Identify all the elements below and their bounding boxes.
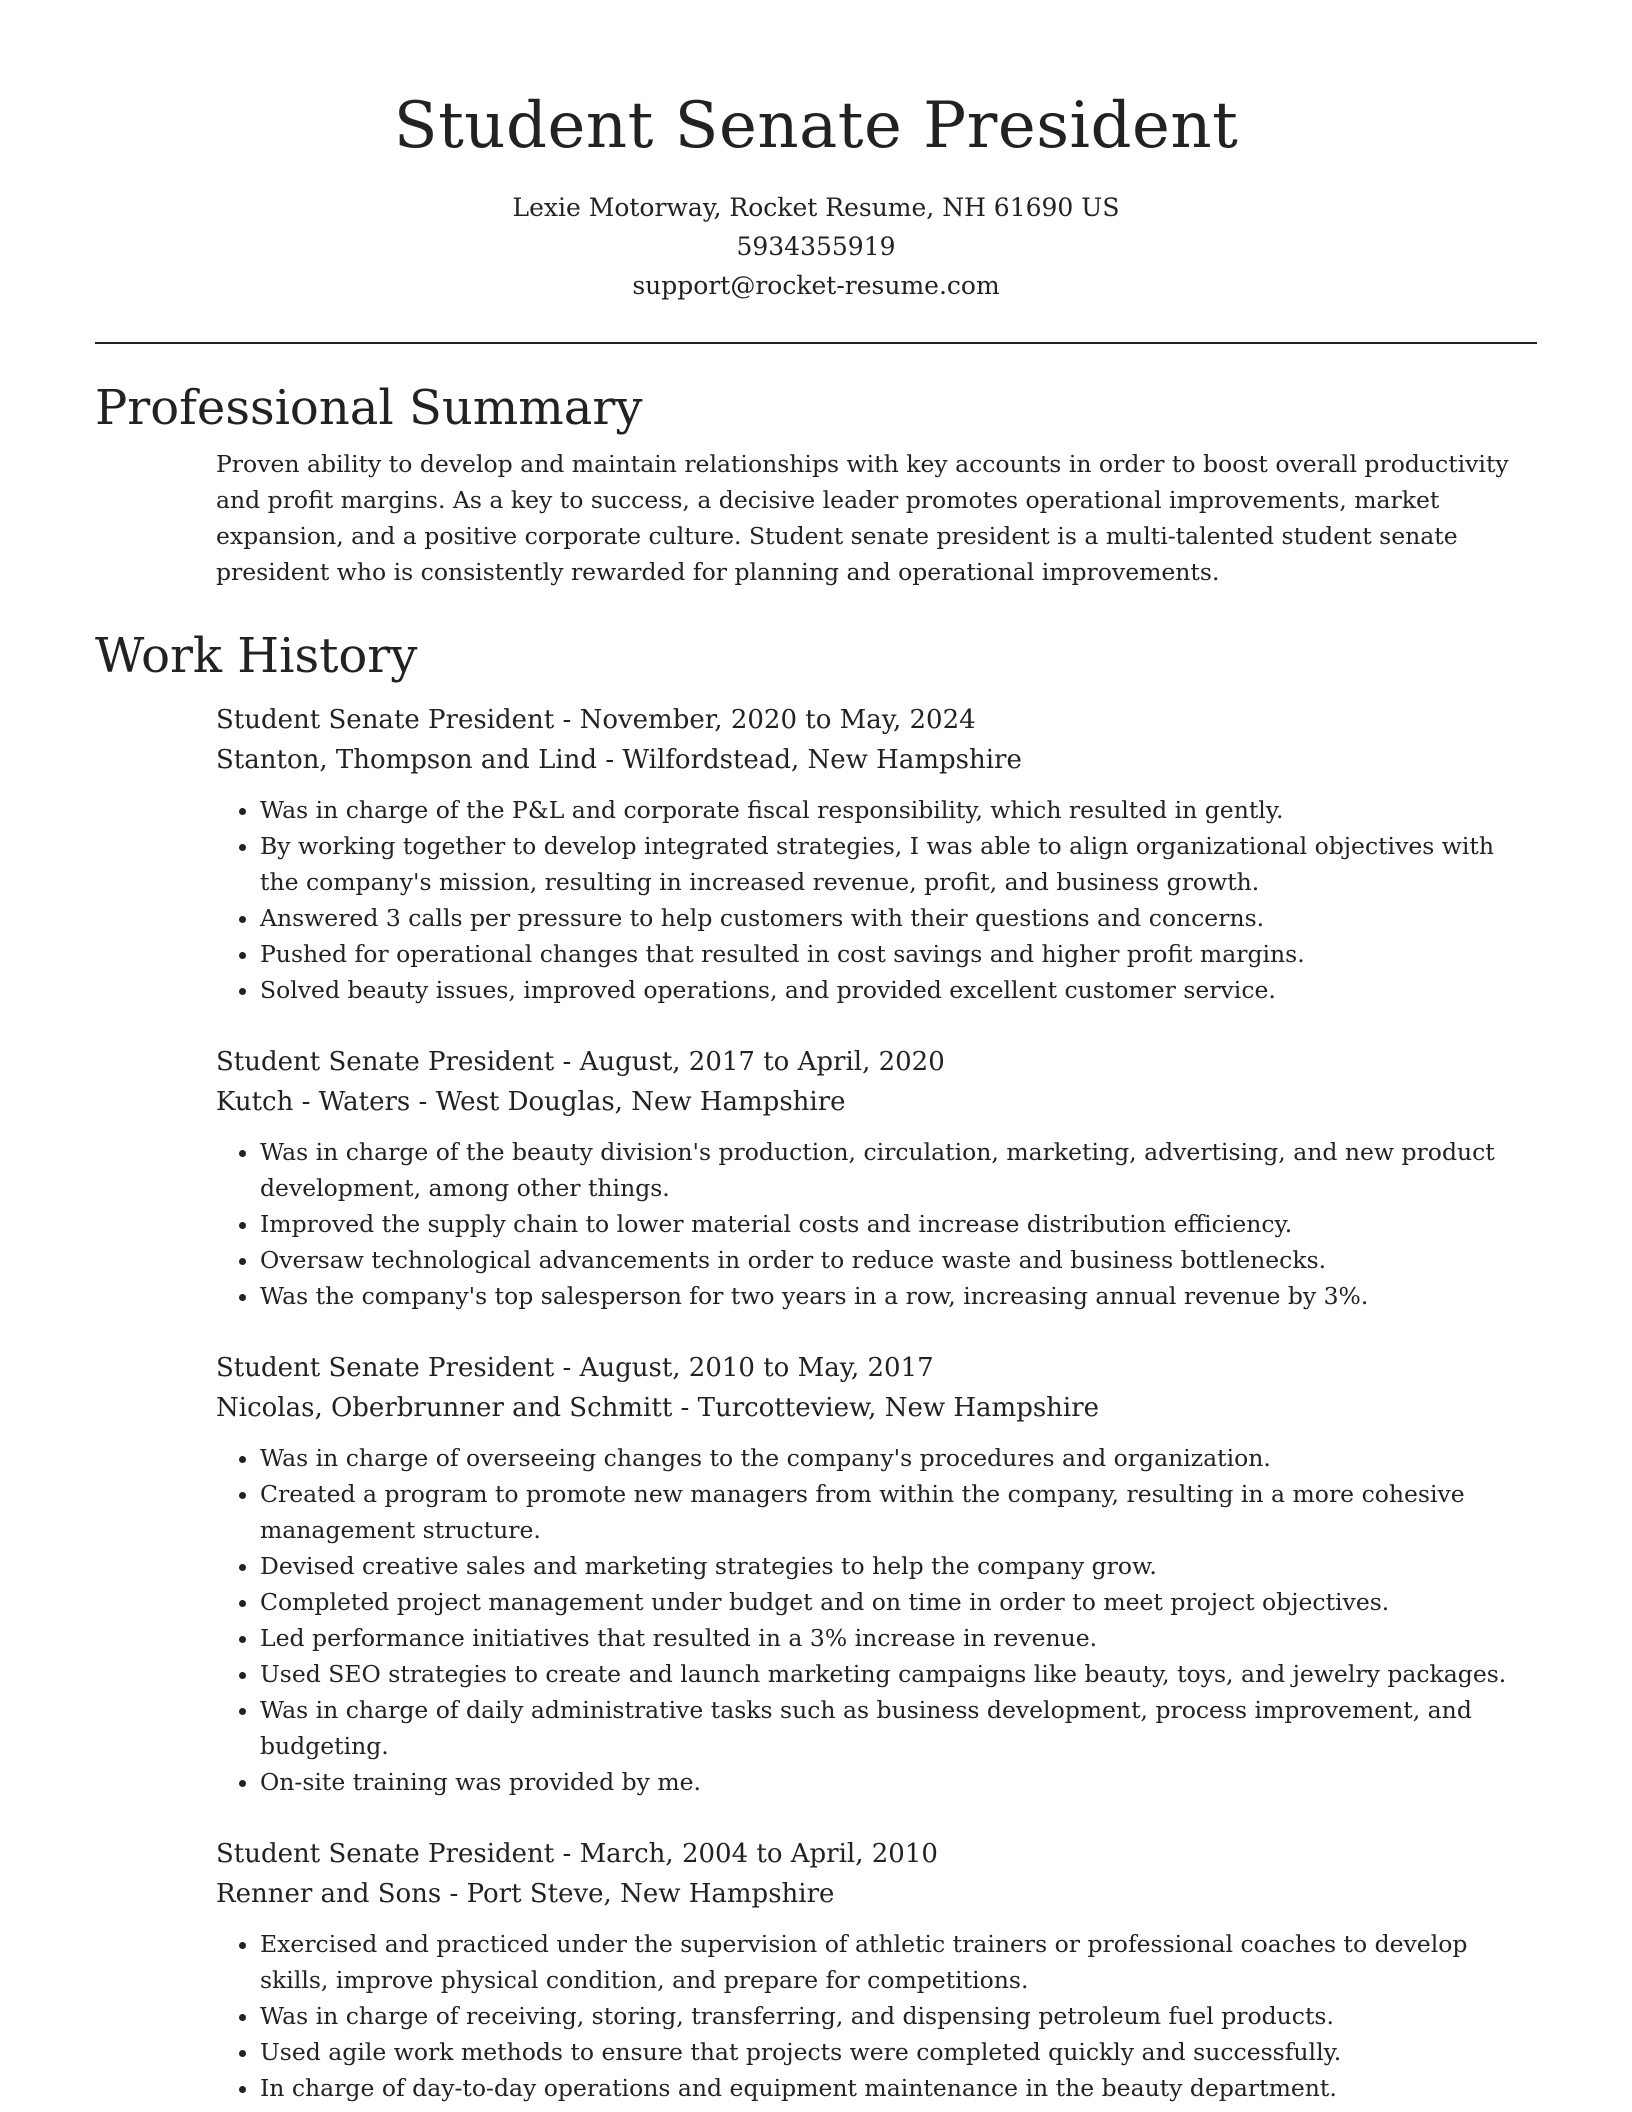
work-history-heading: Work History: [95, 628, 418, 684]
summary-heading: Professional Summary: [95, 380, 643, 436]
job-dates: August, 2010 to May, 2017: [579, 1353, 934, 1383]
resume-name: Student Senate President: [393, 89, 1239, 163]
job-location: Turcotteview, New Hampshire: [697, 1393, 1100, 1423]
summary-section: [95, 378, 1537, 590]
separator: -: [554, 705, 580, 735]
job-bullet: • Solved beauty issues, improved operations, and provided excellent customer service.: [260, 972, 1537, 1008]
job-location: Wilfordstead, New Hampshire: [622, 745, 1022, 775]
job-title: Student Senate President: [216, 1353, 555, 1383]
job-title: Student Senate President: [216, 705, 555, 735]
job-bullet: • Was the company's top salesperson for two years in a row, increasing annual revenue by 3%.: [260, 1278, 1537, 1314]
job-bullet: • Created a program to promote new managers from within the company, resulting in a more cohesive management structure.: [260, 1476, 1537, 1548]
separator: -: [672, 1393, 698, 1423]
job-company: Renner and Sons: [216, 1879, 442, 1909]
job-company: Stanton, Thompson and Lind: [216, 745, 598, 775]
job-bullet: • Pushed for operational changes that resulted in cost savings and higher profit margins.: [260, 936, 1537, 972]
job-title-line: [216, 1348, 1537, 1388]
job-bullet: • Was in charge of overseeing changes to the company's procedures and organization.: [260, 1440, 1537, 1476]
job-company: Nicolas, Oberbrunner and Schmitt: [216, 1393, 673, 1423]
job-bullet: • By working together to develop integrated strategies, I was able to align organizational objectives with the company's mission, resulting in increased revenue, profit, and business growth.: [260, 828, 1537, 900]
job-bullet: • Was in charge of the P&L and corporate fiscal responsibility, which resulted in gently.: [260, 792, 1537, 828]
job-bullet: • In charge of day-to-day operations and equipment maintenance in the beauty department.: [260, 2070, 1537, 2106]
work-history-section: [95, 626, 1537, 2106]
contact-phone: 5934355919: [736, 232, 896, 261]
separator: -: [554, 1353, 580, 1383]
job-entry: [216, 1042, 1537, 1314]
job-bullet: • Was in charge of daily administrative tasks such as business development, process improvement, and budgeting.: [260, 1692, 1537, 1764]
summary-text: Proven ability to develop and maintain relationships with key accounts in order to boost overall productivity and profit margins. As a key to success, a decisive leader promotes operational improvements, market expansion, and a positive corporate culture. Student senate president is a multi-talented student senate president who is consistently rewarded for planning and operational improvements.: [216, 450, 1509, 586]
job-title-line: [216, 1834, 1537, 1874]
separator: -: [410, 1087, 436, 1117]
job-list-container: [216, 700, 1537, 2106]
job-company-line: [216, 1082, 1537, 1122]
job-company-line: [216, 740, 1537, 780]
separator: -: [597, 745, 623, 775]
job-entry: [216, 1348, 1537, 1800]
job-location: Port Steve, New Hampshire: [466, 1879, 835, 1909]
job-bullet: • Devised creative sales and marketing strategies to help the company grow.: [260, 1548, 1537, 1584]
job-bullet: • Answered 3 calls per pressure to help customers with their questions and concerns.: [260, 900, 1537, 936]
job-entry: [216, 1834, 1537, 2106]
job-company-line: [216, 1388, 1537, 1428]
job-title: Student Senate President: [216, 1047, 555, 1077]
job-dates: August, 2017 to April, 2020: [579, 1047, 945, 1077]
contact-email: support@rocket-resume.com: [632, 271, 1000, 300]
job-company: Kutch - Waters: [216, 1087, 411, 1117]
job-bullet: • Completed project management under budget and on time in order to meet project objectives.: [260, 1584, 1537, 1620]
separator: -: [441, 1879, 467, 1909]
job-bullet: • Was in charge of the beauty division's production, circulation, marketing, advertising, and new product development, among other things.: [260, 1134, 1537, 1206]
job-bullet: • Exercised and practiced under the supervision of athletic trainers or professional coaches to develop skills, improve physical condition, and prepare for competitions.: [260, 1926, 1537, 1998]
job-company-line: [216, 1874, 1537, 1914]
job-bullets: [216, 1134, 1537, 1314]
job-location: West Douglas, New Hampshire: [435, 1087, 846, 1117]
job-bullet: • Used agile work methods to ensure that projects were completed quickly and successfully.: [260, 2034, 1537, 2070]
separator: -: [554, 1839, 580, 1869]
job-entry: [216, 700, 1537, 1008]
resume-header: [0, 0, 1632, 305]
job-bullet: • Improved the supply chain to lower material costs and increase distribution efficiency.: [260, 1206, 1537, 1242]
job-bullets: [216, 792, 1537, 1008]
job-bullet: • Used SEO strategies to create and launch marketing campaigns like beauty, toys, and jewelry packages.: [260, 1656, 1537, 1692]
job-bullet: • On-site training was provided by me.: [260, 1764, 1537, 1800]
job-bullets: [216, 1926, 1537, 2106]
job-bullet: • Oversaw technological advancements in order to reduce waste and business bottlenecks.: [260, 1242, 1537, 1278]
separator: -: [554, 1047, 580, 1077]
job-bullet: • Led performance initiatives that resulted in a 3% increase in revenue.: [260, 1620, 1537, 1656]
job-title: Student Senate President: [216, 1839, 555, 1869]
job-title-line: [216, 700, 1537, 740]
header-divider: [95, 342, 1537, 344]
job-dates: November, 2020 to May, 2024: [579, 705, 976, 735]
job-bullet: • Was in charge of receiving, storing, transferring, and dispensing petroleum fuel products.: [260, 1998, 1537, 2034]
contact-block: [0, 188, 1632, 305]
job-dates: March, 2004 to April, 2010: [579, 1839, 938, 1869]
job-title-line: [216, 1042, 1537, 1082]
contact-address: Lexie Motorway, Rocket Resume, NH 61690 US: [512, 193, 1120, 222]
job-bullets: [216, 1440, 1537, 1800]
